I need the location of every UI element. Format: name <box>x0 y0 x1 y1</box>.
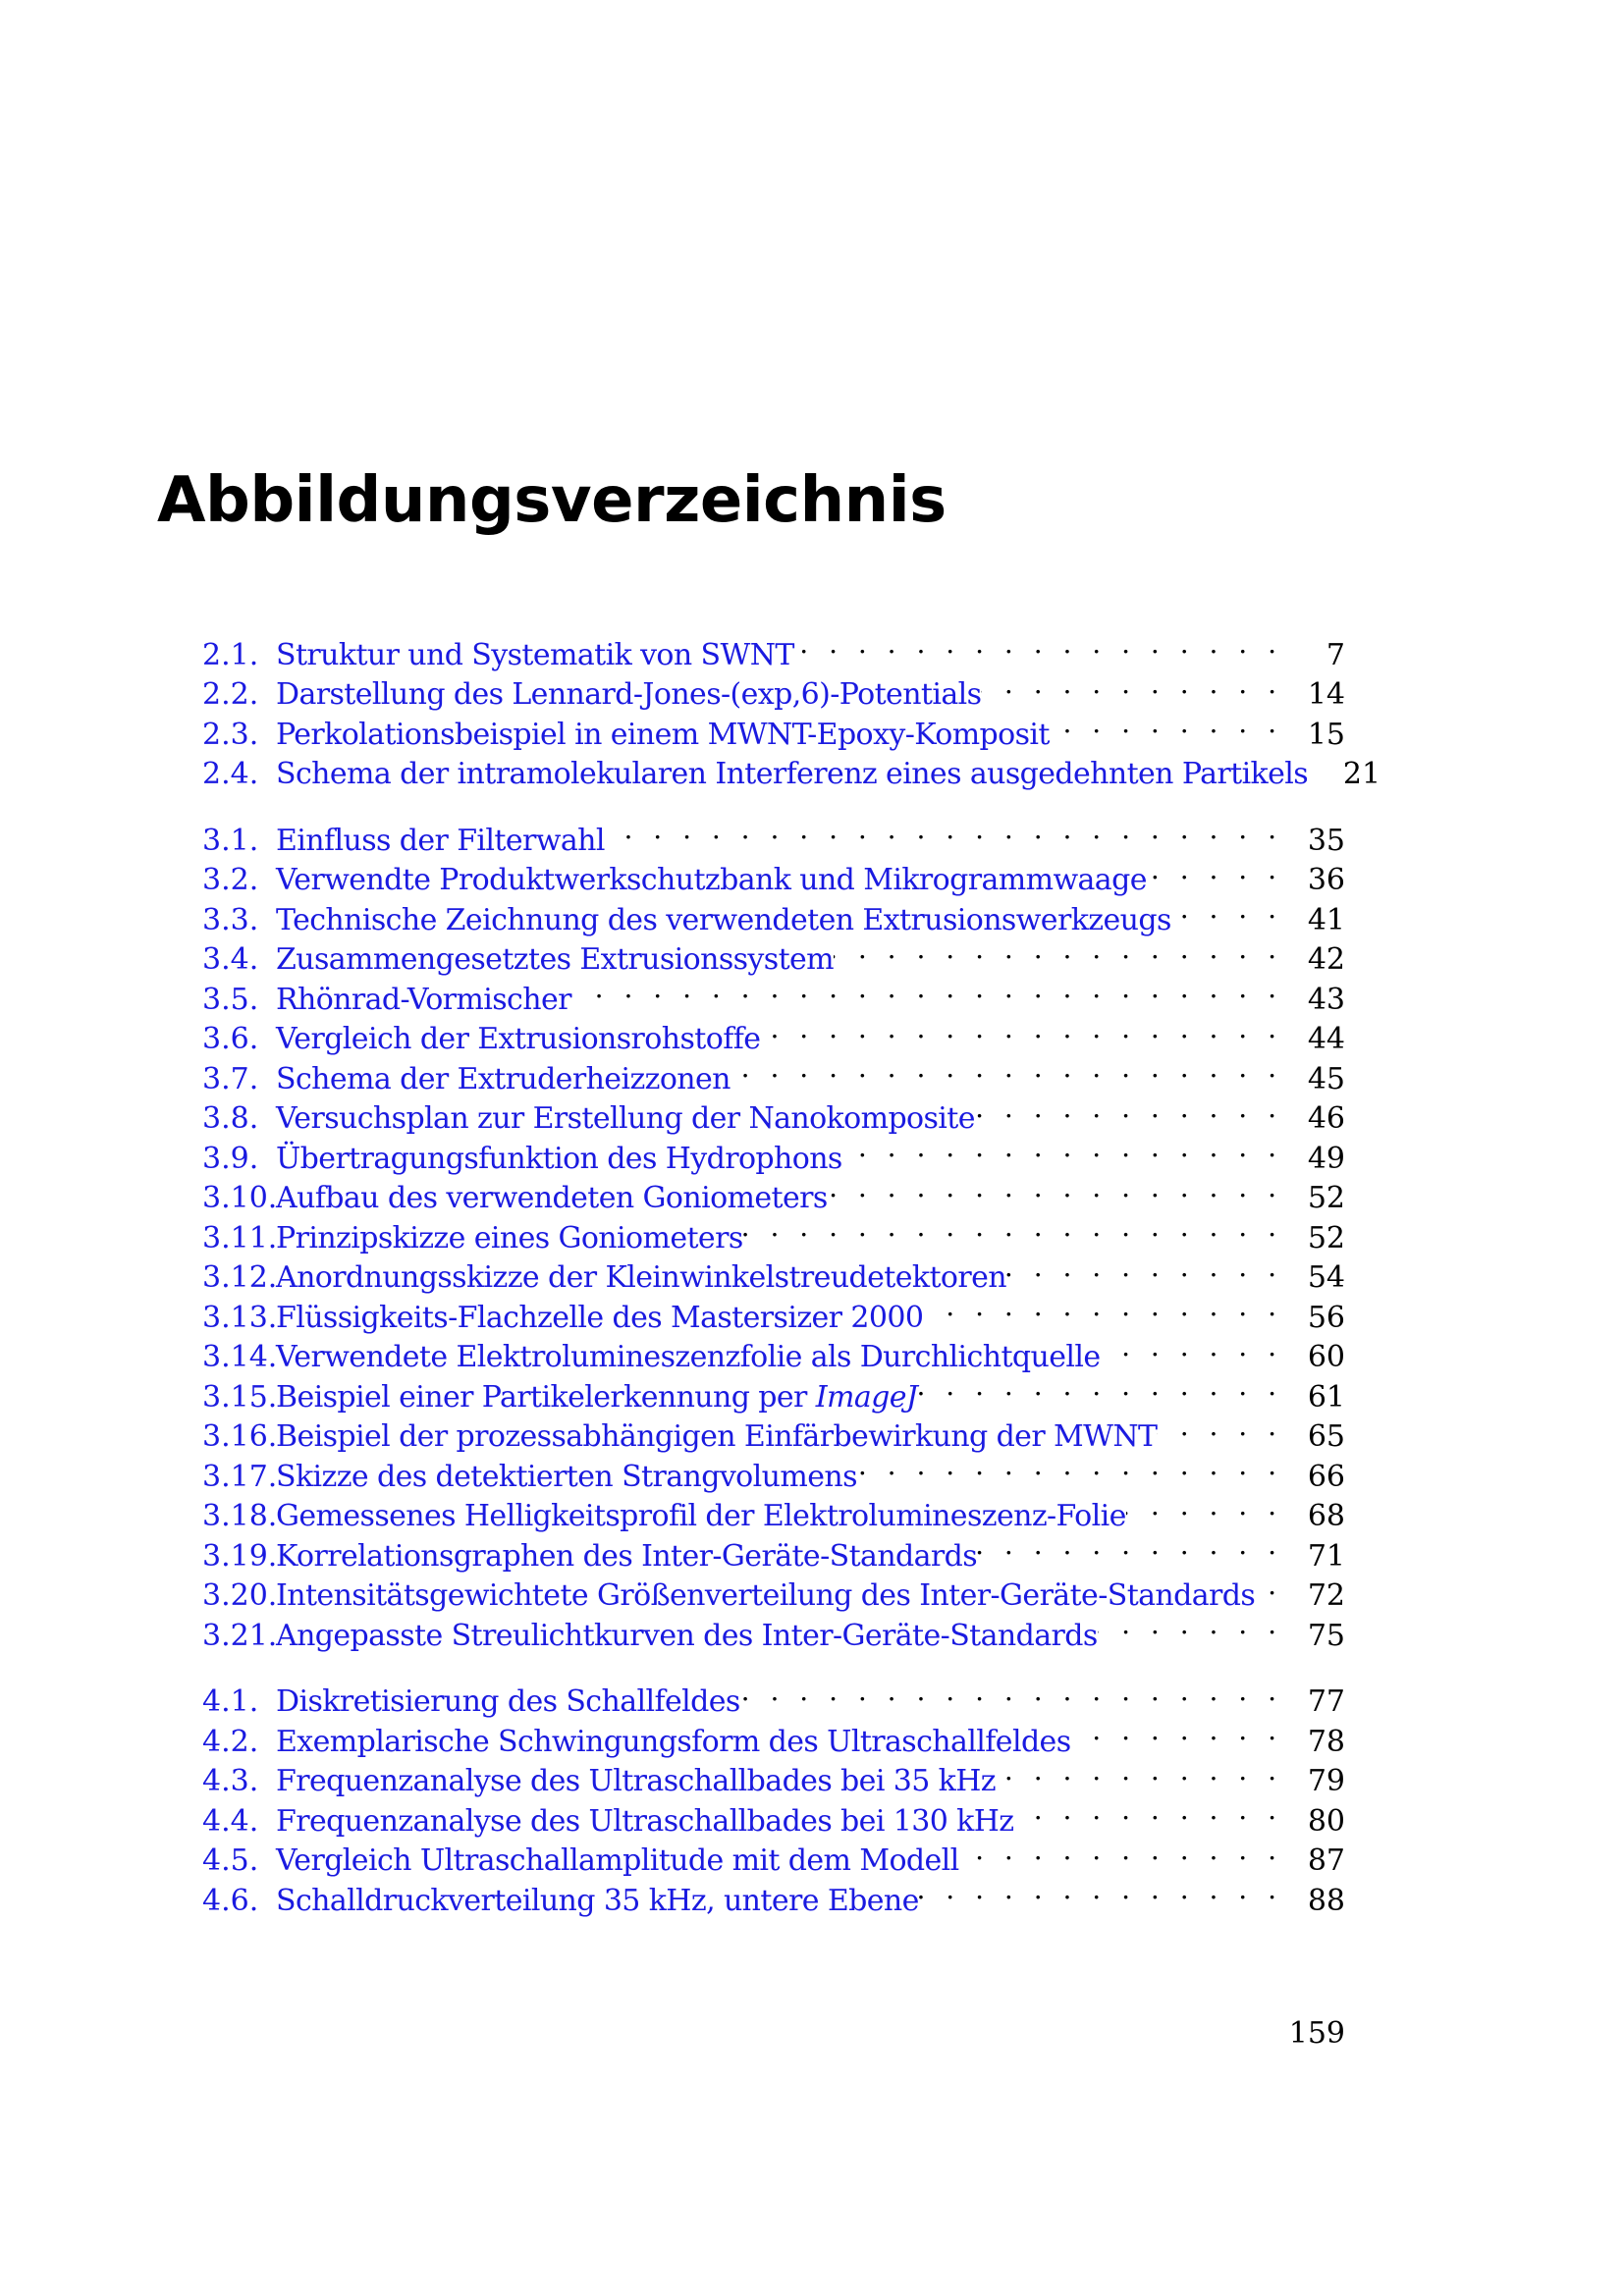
figure-number[interactable]: 3.2. <box>202 863 259 897</box>
figure-page: 41 <box>1307 902 1345 937</box>
dot-leader <box>1126 1486 1286 1526</box>
figure-page: 75 <box>1307 1618 1345 1653</box>
figure-number[interactable]: 3.6. <box>202 1022 259 1056</box>
dot-leader <box>1101 1327 1286 1367</box>
dot-leader <box>959 1831 1286 1871</box>
figure-title[interactable]: Frequenzanalyse des Ultraschallbades bei 35 kHz <box>276 1764 997 1798</box>
figure-page: 52 <box>1307 1181 1345 1215</box>
figure-page: 61 <box>1307 1379 1345 1415</box>
dot-leader <box>1050 704 1286 744</box>
figure-number[interactable]: 3.21. <box>202 1618 278 1653</box>
figure-title[interactable]: Vergleich der Extrusionsrohstoffe <box>276 1022 761 1056</box>
figure-page: 88 <box>1307 1883 1345 1918</box>
figure-number[interactable]: 2.1. <box>202 637 259 672</box>
figure-title[interactable]: Technische Zeichnung des verwendeten Extrusionswerkzeugs <box>276 902 1171 937</box>
figure-page: 78 <box>1307 1724 1345 1759</box>
figure-page: 71 <box>1307 1538 1345 1574</box>
figure-page: 80 <box>1307 1803 1345 1839</box>
figure-number[interactable]: 2.2. <box>202 677 259 712</box>
dot-leader <box>760 1009 1286 1049</box>
figure-page: 60 <box>1307 1340 1345 1374</box>
figure-page: 44 <box>1307 1022 1345 1056</box>
figure-page: 52 <box>1307 1220 1345 1255</box>
figure-page: 87 <box>1307 1843 1345 1878</box>
figure-number[interactable]: 3.14. <box>202 1340 278 1374</box>
figure-title[interactable]: Perkolationsbeispiel in einem MWNT-Epoxy-Komposit <box>276 717 1050 752</box>
figure-title[interactable]: Angepasste Streulichtkurven des Inter-Geräte-Standards <box>276 1618 1098 1653</box>
figure-title[interactable]: Gemessenes Helligkeitsprofil der Elektrolumineszenz-Folie <box>276 1499 1126 1533</box>
figure-number[interactable]: 3.1. <box>202 823 259 858</box>
dot-leader <box>857 1446 1286 1486</box>
figure-page: 35 <box>1307 823 1345 858</box>
figure-page: 42 <box>1307 942 1345 977</box>
dot-leader <box>1255 1566 1286 1606</box>
figure-number[interactable]: 4.4. <box>202 1803 259 1839</box>
figure-page: 14 <box>1307 677 1345 712</box>
figure-number[interactable]: 3.4. <box>202 942 259 977</box>
dot-leader <box>1157 1407 1286 1447</box>
figure-number[interactable]: 3.15. <box>202 1379 278 1415</box>
figure-title[interactable]: Flüssigkeits-Flachzelle des Mastersizer 2000 <box>276 1300 924 1335</box>
figure-title[interactable]: Diskretisierung des Schallfeldes <box>276 1684 740 1719</box>
figure-group <box>202 1672 1345 1918</box>
figure-number[interactable]: 3.9. <box>202 1141 259 1176</box>
figure-number[interactable]: 3.5. <box>202 982 259 1017</box>
dot-leader <box>1147 850 1286 890</box>
figure-title[interactable]: Korrelationsgraphen des Inter-Geräte-Standards <box>276 1538 978 1574</box>
figure-number[interactable]: 3.11. <box>202 1220 278 1255</box>
dot-leader <box>740 1672 1286 1712</box>
figure-page: 68 <box>1307 1499 1345 1533</box>
figure-title[interactable]: Prinzipskizze eines Goniometers <box>276 1220 743 1255</box>
figure-title[interactable]: Übertragungsfunktion des Hydrophons <box>276 1141 842 1176</box>
figure-number[interactable]: 3.17. <box>202 1459 278 1494</box>
figure-entry[interactable] <box>202 810 1345 858</box>
figure-number[interactable]: 3.13. <box>202 1300 278 1335</box>
figure-number[interactable]: 2.4. <box>202 757 259 791</box>
dot-leader <box>1006 1248 1286 1288</box>
figure-page: 54 <box>1307 1260 1345 1295</box>
figure-page: 72 <box>1307 1578 1345 1613</box>
dot-leader <box>834 930 1286 970</box>
figure-number[interactable]: 3.18. <box>202 1499 278 1533</box>
figure-number[interactable]: 3.10. <box>202 1181 278 1215</box>
figure-title[interactable]: Zusammengesetztes Extrusionssystem <box>276 942 835 977</box>
figure-title[interactable]: Exemplarische Schwingungsform des Ultraschallfeldes <box>276 1724 1071 1759</box>
dot-leader <box>975 1089 1286 1129</box>
figure-entry[interactable] <box>202 1672 1345 1719</box>
figure-page: 66 <box>1307 1459 1345 1494</box>
dot-leader <box>842 1128 1286 1168</box>
dot-leader <box>1014 1790 1287 1831</box>
figure-title[interactable]: Aufbau des verwendeten Goniometers <box>276 1181 828 1215</box>
figure-title[interactable]: Frequenzanalyse des Ultraschallbades bei 130 kHz <box>276 1803 1014 1839</box>
figure-title[interactable]: Verwendte Produktwerkschutzbank und Mikrogrammwaage <box>276 863 1147 897</box>
dot-leader <box>996 1751 1286 1791</box>
figure-group <box>202 624 1381 791</box>
figure-page: 49 <box>1307 1141 1345 1176</box>
figure-title[interactable]: Schema der intramolekularen Interferenz eines ausgedehnten Partikels <box>276 757 1309 791</box>
dot-leader <box>1098 1605 1286 1645</box>
figure-title[interactable]: Beispiel einer Partikelerkennung per ImageJ <box>276 1379 918 1415</box>
figure-number[interactable]: 4.2. <box>202 1724 259 1759</box>
figure-page: 7 <box>1326 637 1345 672</box>
figure-number[interactable]: 3.3. <box>202 902 259 937</box>
figure-number[interactable]: 4.5. <box>202 1843 259 1878</box>
figure-number[interactable]: 3.12. <box>202 1260 278 1295</box>
dot-leader <box>743 1207 1286 1248</box>
figure-page: 65 <box>1307 1419 1345 1454</box>
dot-leader <box>1071 1711 1286 1751</box>
dot-leader <box>1171 889 1286 930</box>
figure-title[interactable]: Versuchsplan zur Erstellung der Nanokomposite <box>276 1101 975 1136</box>
figure-page: 46 <box>1307 1101 1345 1136</box>
dot-leader <box>828 1168 1286 1208</box>
figure-title[interactable]: Struktur und Systematik von SWNT <box>276 637 794 672</box>
figure-number[interactable]: 3.16. <box>202 1419 278 1454</box>
dot-leader <box>977 1525 1286 1566</box>
dot-leader <box>605 810 1286 850</box>
figure-page: 56 <box>1307 1300 1345 1335</box>
page-number: 159 <box>1288 2016 1345 2051</box>
figure-number[interactable]: 2.3. <box>202 717 259 752</box>
figure-number[interactable]: 3.19. <box>202 1538 278 1574</box>
figure-title[interactable]: Skizze des detektierten Strangvolumens <box>276 1459 857 1494</box>
figure-number[interactable]: 3.8. <box>202 1101 259 1136</box>
figure-title[interactable]: Einfluss der Filterwahl <box>276 823 605 858</box>
dot-leader <box>794 624 1286 665</box>
dot-leader <box>571 969 1286 1009</box>
figure-title[interactable]: Rhönrad-Vormischer <box>276 982 571 1017</box>
dot-leader <box>981 665 1286 705</box>
figure-title[interactable]: Vergleich Ultraschallamplitude mit dem Modell <box>276 1843 959 1878</box>
figure-number[interactable]: 4.6. <box>202 1883 259 1918</box>
figure-page: 79 <box>1307 1764 1345 1798</box>
figure-page: 77 <box>1307 1684 1345 1719</box>
dot-leader <box>919 1870 1286 1910</box>
figure-title[interactable]: Verwendete Elektrolumineszenzfolie als Durchlichtquelle <box>276 1340 1101 1374</box>
figure-page: 15 <box>1307 717 1345 752</box>
list-of-figures <box>202 624 1381 1918</box>
figure-title[interactable]: Beispiel der prozessabhängigen Einfärbewirkung der MWNT <box>276 1419 1158 1454</box>
figure-page: 43 <box>1307 982 1345 1017</box>
figure-title[interactable]: Schema der Extruderheizzonen <box>276 1061 731 1096</box>
figure-page: 36 <box>1307 863 1345 897</box>
dot-leader <box>917 1366 1286 1407</box>
figure-entry[interactable] <box>202 624 1345 672</box>
figure-group <box>202 810 1345 1653</box>
figure-page: 45 <box>1307 1061 1345 1096</box>
figure-title-italic[interactable]: ImageJ <box>815 1379 918 1415</box>
figure-number[interactable]: 4.3. <box>202 1764 259 1798</box>
figure-title[interactable]: Intensitätsgewichtete Größenverteilung des Inter-Geräte-Standards <box>276 1578 1256 1613</box>
figure-page: 21 <box>1342 757 1381 791</box>
figure-title[interactable]: Schalldruckverteilung 35 kHz, untere Ebene <box>276 1883 919 1918</box>
figure-number[interactable]: 3.7. <box>202 1061 259 1096</box>
figure-title[interactable]: Darstellung des Lennard-Jones-(exp,6)-Potentials <box>276 677 982 712</box>
figure-number[interactable]: 3.20. <box>202 1578 278 1613</box>
dot-leader <box>731 1048 1286 1089</box>
figure-number[interactable]: 4.1. <box>202 1684 259 1719</box>
page-title: Abbildungsverzeichnis <box>157 464 947 537</box>
dot-leader <box>923 1287 1286 1327</box>
figure-title[interactable]: Anordnungsskizze der Kleinwinkelstreudetektoren <box>276 1260 1007 1295</box>
